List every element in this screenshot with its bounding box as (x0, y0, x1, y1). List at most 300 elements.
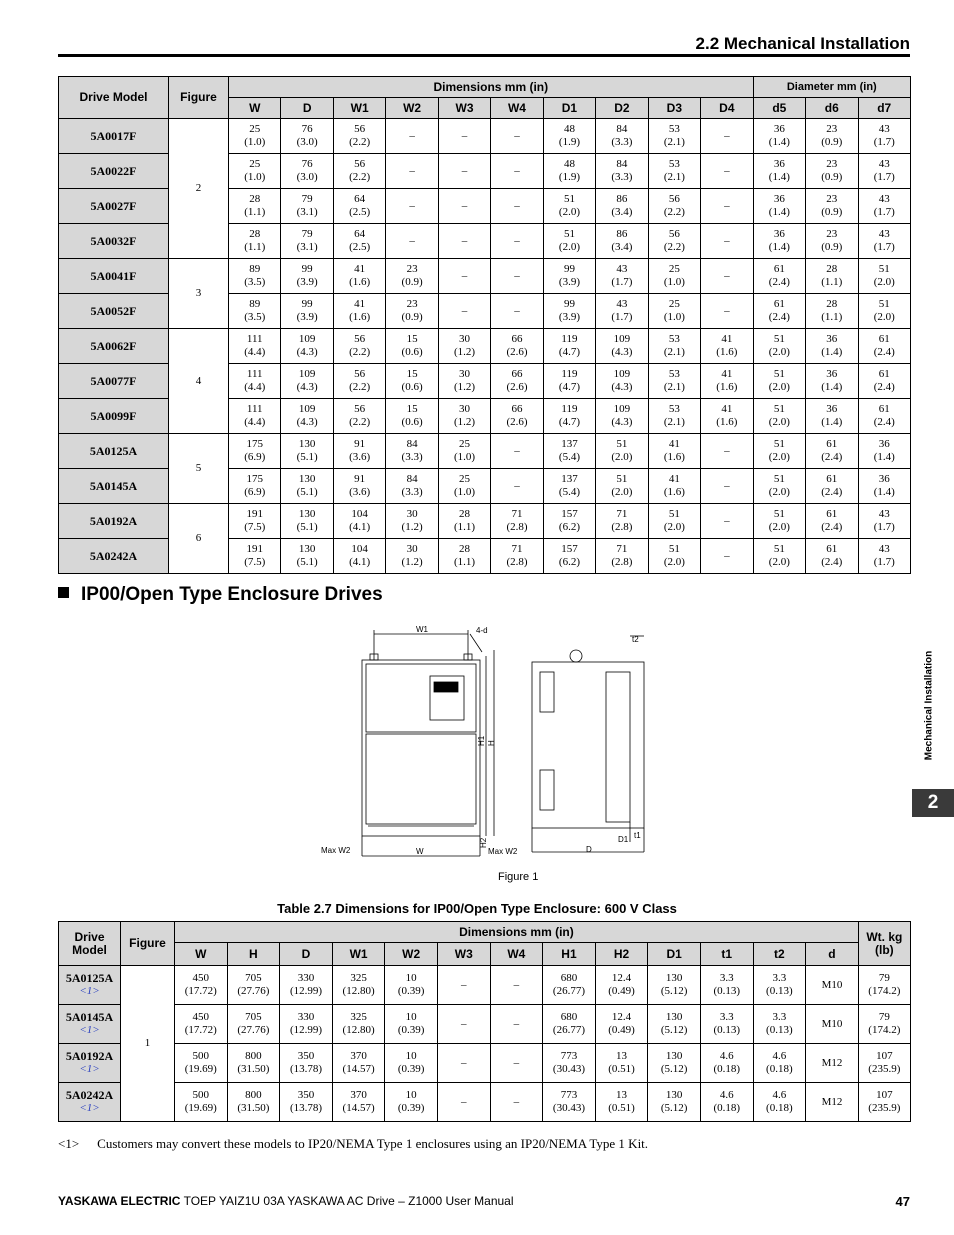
dimension-cell (175, 1044, 228, 1083)
cell-inch-value: (3.3) (611, 136, 633, 148)
cell-inch-value: (0.6) (401, 381, 423, 393)
drive-model-name: 5A0125A (65, 971, 114, 985)
dimension-cell (332, 1005, 385, 1044)
cell-value: 84 (616, 123, 628, 135)
footnote-link[interactable]: <1> (79, 1063, 100, 1075)
cell-value: 4.6 (772, 1050, 787, 1062)
cell-value: 10 (405, 1089, 417, 1101)
cell-value: – (409, 234, 415, 247)
dimension-cell (753, 1005, 806, 1044)
subheader-cell: W1 (332, 943, 385, 966)
dimension-cell (437, 1005, 490, 1044)
header-figure: Figure (169, 77, 229, 119)
footnote-link[interactable]: <1> (79, 985, 100, 997)
cell-value: 30 (406, 543, 418, 555)
dimension-cell (281, 259, 333, 294)
cell-value: 130 (298, 508, 316, 520)
figure-cell: 1 (121, 966, 175, 1122)
cell-inch-value: (2.0) (768, 486, 790, 498)
dimension-cell (595, 1044, 648, 1083)
dimension-cell (438, 364, 490, 399)
subheader-cell: D1 (543, 98, 595, 119)
cell-inch-value: (5.4) (558, 486, 580, 498)
cell-value: 61 (826, 438, 838, 450)
cell-inch-value: (2.0) (873, 276, 895, 288)
dimensions-table-fig2-6 (58, 76, 911, 574)
cell-inch-value: (1.0) (244, 171, 266, 183)
cell-inch-value: (3.5) (244, 311, 266, 323)
cell-value: 111 (246, 403, 263, 415)
cell-value: 43 (616, 263, 628, 275)
drive-model-cell: 5A0032F (59, 224, 169, 259)
footnote-link[interactable]: <1> (79, 1102, 100, 1114)
cell-value: 79 (878, 1011, 890, 1023)
cell-inch-value: (2.0) (558, 241, 580, 253)
dimension-cell (280, 966, 333, 1005)
cell-inch-value: (1.9) (558, 136, 580, 148)
cell-value: 13 (616, 1050, 628, 1062)
cell-value: 130 (665, 1089, 683, 1101)
dimension-cell (281, 329, 333, 364)
cell-value: 107 (876, 1050, 893, 1062)
subheader-cell: d (806, 943, 859, 966)
cell-inch-value: (4.1) (349, 521, 371, 533)
dimension-cell (229, 119, 281, 154)
cell-inch-value: (0.13) (713, 1024, 741, 1036)
cell-inch-value: (2.1) (663, 381, 685, 393)
cell-inch-value: (17.72) (184, 985, 217, 997)
dimension-cell (229, 329, 281, 364)
dimension-cell (386, 189, 438, 224)
table-row (59, 329, 911, 364)
cell-value: 119 (561, 403, 578, 415)
cell-value: 773 (560, 1050, 578, 1062)
label-h2: H2 (479, 837, 488, 848)
cell-value: 51 (616, 473, 628, 485)
dimension-cell (175, 1005, 228, 1044)
cell-value: 175 (246, 473, 263, 485)
dimension-cell (648, 966, 701, 1005)
dimension-cell (438, 259, 490, 294)
cell-value: 36 (826, 368, 838, 380)
cell-inch-value: (1.4) (768, 171, 790, 183)
cell-inch-value: (0.49) (608, 985, 635, 997)
cell-value: 79 (878, 972, 890, 984)
subheader-cell: W3 (437, 943, 490, 966)
cell-inch-value: (0.6) (401, 416, 423, 428)
cell-value: 66 (511, 368, 523, 380)
dimension-cell (491, 119, 543, 154)
dimension-cell (281, 224, 333, 259)
dimension-cell (858, 259, 910, 294)
cell-value: 76 (301, 123, 313, 135)
cell-inch-value: (2.4) (821, 556, 843, 568)
dimension-cell (596, 399, 648, 434)
cell-inch-value: (2.4) (768, 276, 790, 288)
dimension-cell (281, 504, 333, 539)
cell-inch-value: (1.0) (454, 486, 476, 498)
cell-value: 53 (668, 123, 680, 135)
figure-cell: 5 (169, 434, 229, 504)
cell-value: 370 (350, 1050, 367, 1062)
cell-value: 191 (246, 508, 263, 520)
subheader-cell: H1 (543, 943, 596, 966)
dimension-cell (648, 1083, 701, 1122)
dimension-cell (701, 399, 754, 434)
dimension-cell (858, 539, 910, 574)
cell-inch-value: (0.9) (821, 206, 843, 218)
dimension-cell (281, 189, 333, 224)
cell-inch-value: (4.3) (611, 381, 633, 393)
cell-value: 91 (354, 473, 366, 485)
cell-value: 104 (351, 508, 368, 520)
dimensions-table-ip00 (58, 921, 911, 1122)
cell-inch-value: (4.1) (349, 556, 371, 568)
dimension-cell (753, 1083, 806, 1122)
cell-value: 51 (668, 543, 680, 555)
dimension-cell (596, 259, 648, 294)
cell-inch-value: (3.1) (296, 241, 318, 253)
cell-value: – (409, 164, 415, 177)
cell-value: 79 (301, 193, 313, 205)
dimension-cell (333, 189, 385, 224)
dimension-cell (229, 469, 281, 504)
subheader-row (59, 943, 911, 966)
cell-value: 66 (511, 403, 523, 415)
dimension-cell (490, 1005, 543, 1044)
cell-value: 705 (245, 1011, 262, 1023)
dimension-cell (648, 154, 700, 189)
cell-value: 25 (459, 438, 471, 450)
cell-value: 450 (192, 1011, 210, 1023)
label-t2: t2 (632, 635, 639, 644)
cell-value: 41 (668, 438, 680, 450)
dimension-cell (648, 224, 700, 259)
cell-inch-value: (5.12) (660, 1024, 688, 1036)
dimension-cell (229, 294, 281, 329)
cell-inch-value: (4.4) (244, 381, 266, 393)
cell-value: 680 (560, 972, 578, 984)
cell-value: 51 (878, 298, 890, 310)
label-h1: H1 (477, 735, 486, 746)
cell-value: – (514, 164, 520, 177)
cell-inch-value: (2.2) (349, 381, 371, 393)
dimension-cell (491, 539, 543, 574)
cell-value: 51 (773, 403, 785, 415)
weight-cell (858, 966, 910, 1005)
dimension-cell (701, 119, 754, 154)
cell-value: 41 (354, 298, 366, 310)
cell-value: – (724, 199, 730, 212)
dimension-cell (491, 224, 543, 259)
figure-caption: Figure 1 (498, 871, 539, 883)
cell-inch-value: (1.4) (768, 136, 790, 148)
cell-value: – (514, 234, 520, 247)
side-tab (918, 650, 940, 770)
cell-inch-value: (4.3) (296, 416, 318, 428)
dimension-cell (543, 399, 595, 434)
page-footer (58, 1194, 514, 1208)
cell-inch-value: (174.2) (868, 1024, 901, 1036)
cell-value: 91 (354, 438, 366, 450)
cell-value: 23 (826, 158, 838, 170)
cell-inch-value: (0.9) (821, 241, 843, 253)
footer-brand: YASKAWA ELECTRIC (58, 1194, 181, 1208)
cell-value: – (461, 129, 468, 142)
dimension-cell (858, 189, 910, 224)
cell-value: 157 (561, 543, 578, 555)
cell-value: 43 (616, 298, 628, 310)
cell-value: 30 (459, 368, 471, 380)
cell-value: 25 (668, 263, 680, 275)
cell-value: 30 (459, 403, 471, 415)
chapter-badge: 2 (912, 789, 954, 817)
cell-value: 370 (350, 1089, 367, 1101)
cell-value: 773 (560, 1089, 578, 1101)
cell-value: 56 (668, 193, 680, 205)
cell-value: 43 (878, 543, 890, 555)
cell-inch-value: (1.1) (454, 556, 476, 568)
dimension-cell (386, 399, 438, 434)
figure-cell: 4 (169, 329, 229, 434)
dimension-cell (595, 966, 648, 1005)
cell-value: 30 (406, 508, 418, 520)
drive-model-cell: 5A0022F (59, 154, 169, 189)
table-row (59, 119, 911, 154)
dimension-cell (332, 1083, 385, 1122)
cell-value: 25 (249, 158, 261, 170)
cell-value: 36 (878, 473, 890, 485)
cell-value: 53 (668, 158, 680, 170)
weight-cell (858, 1083, 910, 1122)
cell-inch-value: (1.6) (663, 451, 685, 463)
label-h: H (487, 740, 496, 746)
cell-value: M10 (821, 1017, 843, 1030)
dimension-cell (386, 364, 438, 399)
dimension-cell (281, 294, 333, 329)
cell-inch-value: (2.0) (768, 346, 790, 358)
dimension-cell (806, 189, 858, 224)
dimension-cell (596, 434, 648, 469)
front-view (362, 630, 494, 856)
dimension-cell (280, 1005, 333, 1044)
dimension-cell (806, 539, 858, 574)
cell-inch-value: (4.3) (611, 416, 633, 428)
cell-inch-value: (0.51) (608, 1063, 635, 1075)
header-row (59, 77, 911, 98)
cell-value: 43 (878, 508, 890, 520)
cell-value: 43 (878, 123, 890, 135)
cell-value: 15 (406, 368, 418, 380)
cell-inch-value: (2.4) (768, 311, 790, 323)
cell-value: – (513, 1017, 520, 1030)
cell-value: 61 (826, 508, 838, 520)
dimension-cell (438, 539, 490, 574)
cell-inch-value: (19.69) (184, 1063, 217, 1075)
dimension-cell (806, 1005, 859, 1044)
cell-inch-value: (30.43) (552, 1102, 585, 1114)
dimension-cell (806, 504, 858, 539)
cell-value: 48 (563, 158, 575, 170)
dimension-cell (596, 119, 648, 154)
dimension-cell (543, 1044, 596, 1083)
cell-inch-value: (2.1) (663, 171, 685, 183)
dimension-cell (648, 189, 700, 224)
footnote (58, 1136, 648, 1152)
cell-inch-value: (0.51) (608, 1102, 635, 1114)
table-row (59, 434, 911, 469)
dimension-cell (438, 189, 490, 224)
cell-value: 51 (668, 508, 680, 520)
dimension-cell (333, 259, 385, 294)
cell-value: 4.6 (772, 1089, 787, 1101)
cell-inch-value: (235.9) (868, 1102, 901, 1114)
dimension-cell (543, 1005, 596, 1044)
drive-model-cell: 5A0052F (59, 294, 169, 329)
cell-inch-value: (1.7) (873, 206, 895, 218)
cell-inch-value: (235.9) (868, 1063, 901, 1075)
cell-value: 56 (354, 403, 366, 415)
cell-value: 99 (301, 298, 313, 310)
dimension-cell (490, 1044, 543, 1083)
dimension-cell (701, 539, 754, 574)
dimension-cell (596, 224, 648, 259)
dimension-cell (595, 1005, 648, 1044)
cell-inch-value: (0.39) (397, 1102, 425, 1114)
drive-model-cell (59, 1005, 121, 1044)
cell-inch-value: (12.99) (289, 985, 323, 997)
dimension-cell (386, 469, 438, 504)
dimension-cell (229, 539, 281, 574)
cell-value: – (461, 234, 468, 247)
cell-value: – (514, 304, 520, 317)
dimension-cell (333, 469, 385, 504)
cell-inch-value: (0.9) (821, 136, 843, 148)
subheader-cell: d7 (858, 98, 910, 119)
cell-value: 51 (773, 368, 785, 380)
cell-value: 111 (246, 368, 263, 380)
label-4-d: 4-d (476, 626, 488, 635)
cell-value: 4.6 (719, 1050, 734, 1062)
cell-value: 109 (298, 403, 316, 415)
cell-value: 23 (826, 193, 838, 205)
table-row (59, 1083, 911, 1122)
cell-value: – (461, 304, 468, 317)
cell-inch-value: (4.7) (558, 346, 580, 358)
cell-inch-value: (2.0) (768, 416, 790, 428)
cell-value: 51 (773, 543, 785, 555)
dimension-cell (806, 364, 858, 399)
cell-value: 56 (668, 228, 680, 240)
dimension-cell (281, 364, 333, 399)
dimension-cell (806, 119, 858, 154)
dimension-cell (700, 1005, 753, 1044)
cell-value: 28 (826, 298, 838, 310)
footnote-ref: <1> (58, 1136, 80, 1151)
dimension-cell (753, 224, 805, 259)
cell-value: 51 (878, 263, 890, 275)
cell-value: 89 (249, 298, 261, 310)
cell-inch-value: (6.2) (558, 521, 580, 533)
dimension-cell (806, 1044, 859, 1083)
cell-value: 61 (773, 298, 785, 310)
dimension-cell (858, 154, 910, 189)
dimension-cell (858, 399, 910, 434)
cell-inch-value: (1.4) (873, 486, 895, 498)
dimension-cell (386, 539, 438, 574)
footnote-text: Customers may convert these models to IP20/NEMA Type 1 enclosures using an IP20/NEMA Type 1 Kit. (97, 1136, 649, 1151)
cell-value: 41 (668, 473, 680, 485)
drive-outline-figure (318, 620, 658, 860)
cell-inch-value: (2.2) (663, 206, 685, 218)
cell-inch-value: (1.4) (768, 241, 790, 253)
dimension-cell (596, 189, 648, 224)
cell-value: 137 (561, 438, 578, 450)
cell-inch-value: (4.4) (244, 346, 266, 358)
dimension-cell (753, 364, 805, 399)
cell-inch-value: (2.0) (558, 206, 580, 218)
footnote-link[interactable]: <1> (79, 1024, 100, 1036)
cell-value: 107 (876, 1089, 893, 1101)
cell-value: 36 (773, 123, 785, 135)
dimension-cell (543, 189, 595, 224)
dimension-cell (648, 119, 700, 154)
dimension-cell (281, 539, 333, 574)
cell-value: 53 (668, 368, 680, 380)
dimension-cell (806, 399, 858, 434)
cell-value: – (724, 164, 730, 177)
cell-value: 36 (878, 438, 890, 450)
dimension-cell (491, 259, 543, 294)
cell-inch-value: (1.0) (663, 276, 685, 288)
cell-value: 23 (826, 228, 838, 240)
cell-value: 84 (616, 158, 628, 170)
drive-model-cell (59, 966, 121, 1005)
dimension-cell (543, 259, 595, 294)
subheader-cell: W2 (385, 943, 438, 966)
cell-value: M12 (821, 1056, 843, 1069)
dimension-cell (438, 329, 490, 364)
cell-inch-value: (4.7) (558, 416, 580, 428)
cell-value: 53 (668, 333, 680, 345)
cell-value: 3.3 (719, 972, 734, 984)
dimension-cell (491, 189, 543, 224)
dimension-cell (701, 259, 754, 294)
cell-value: 500 (192, 1089, 210, 1101)
dimension-cell (858, 119, 910, 154)
cell-value: – (724, 444, 730, 457)
header-drive-model: Drive Model (59, 922, 121, 966)
cell-inch-value: (5.1) (296, 486, 318, 498)
cell-value: – (724, 549, 730, 562)
cell-value: 109 (298, 333, 316, 345)
cell-inch-value: (2.2) (349, 136, 371, 148)
cell-value: 51 (616, 438, 628, 450)
cell-inch-value: (3.6) (349, 451, 371, 463)
cell-value: 64 (354, 193, 366, 205)
bullet-square-icon (58, 587, 69, 598)
dimension-cell (490, 1083, 543, 1122)
dimension-cell (281, 469, 333, 504)
dimension-cell (806, 434, 858, 469)
cell-inch-value: (5.1) (296, 521, 318, 533)
figure-cell: 6 (169, 504, 229, 574)
cell-value: – (724, 234, 730, 247)
cell-value: 79 (301, 228, 313, 240)
cell-value: 76 (301, 158, 313, 170)
cell-inch-value: (2.5) (349, 206, 371, 218)
page-number: 47 (895, 1194, 910, 1209)
